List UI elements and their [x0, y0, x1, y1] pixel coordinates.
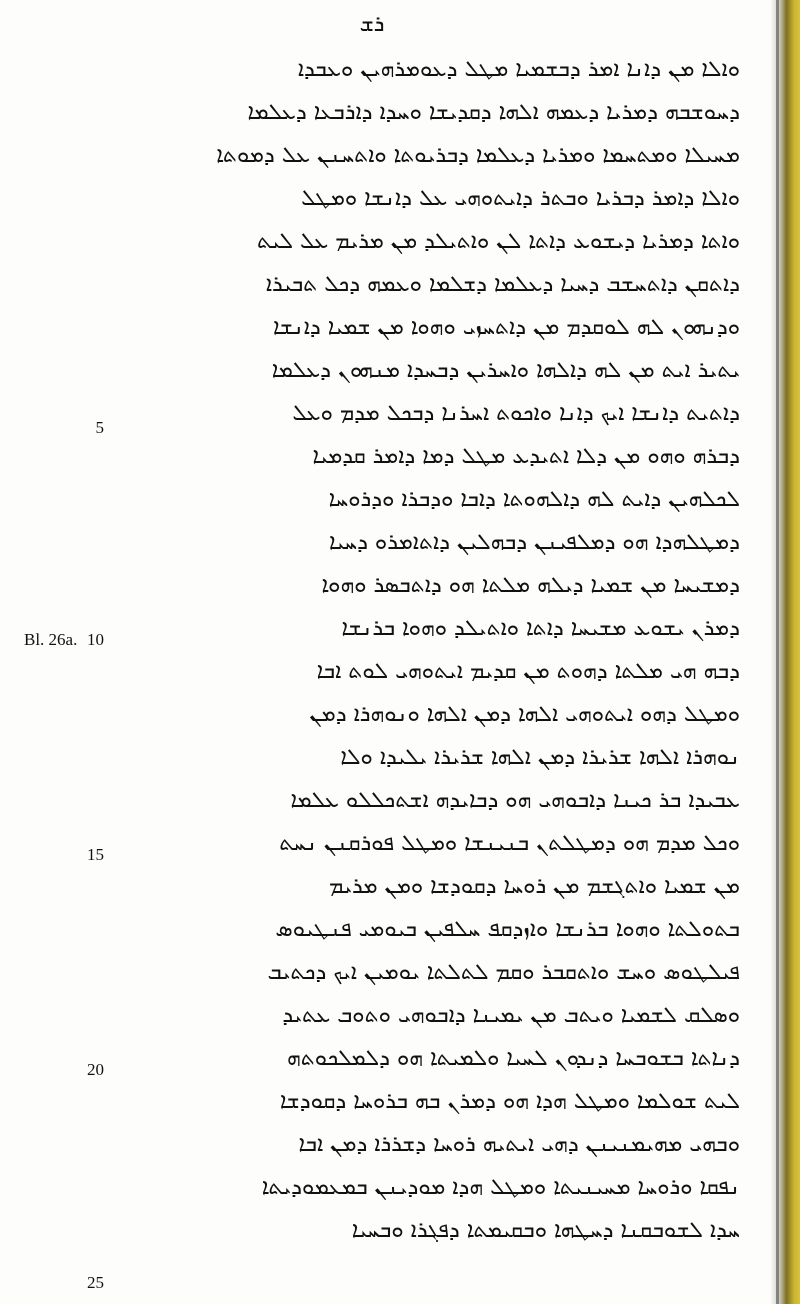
text-line: ܘܐܠܐ ܡܢ ܕܐܢܐ ܐܡܪ ܕܒܫܡܝܐ ܡܛܠ ܕܥܘܡܪܗܝܢ ܘܥܒܕܐ [297, 57, 740, 82]
text-line: ܘܡܛܠ ܕܗܘ ܐܝܬܘܗܝ ܐܠܗܐ ܕܡܢ ܐܠܗܐ ܘܢܘܗܪܐ ܕܡܢ [309, 702, 740, 727]
syriac-text-body [100, 48, 740, 1252]
text-line: ܘܣܠܩ ܠܫܡܝܐ ܘܝܬܒ ܡܢ ܝܡܝܢܐ ܕܐܒܘܗܝ ܘܬܘܒ ܥܬܝܕ [282, 1003, 740, 1028]
text-line: ܕܐܬܩܢ ܕܐܬܚܫܒ ܕܚܝܐ ܕܥܠܡܐ ܕܫܠܡܐ ܘܥܡܗ ܕܟܠ ܬܒܝܪܐ [265, 272, 740, 297]
text-line: ܡܢ ܫܡܝܐ ܘܐܬܓܫܡ ܡܢ ܪܘܚܐ ܕܩܘܕܫܐ ܘܡܢ ܡܪܝܡ [329, 874, 740, 899]
line-number-25: 25 [87, 1273, 104, 1292]
line-number-10: 10 [87, 630, 104, 649]
line-number-20: 20 [87, 1060, 104, 1079]
text-line: ܠܟܠܗܝܢ ܕܐܝܬ ܠܗ ܕܐܠܗܘܬܐ ܕܐܒܐ ܘܕܒܪܐ ܘܕܪܘܚܐ [328, 487, 740, 512]
page-header-glyph: ܪܫ [359, 12, 385, 37]
text-line: ܥܒܝܕܐ ܒܪ ܟܝܢܐ ܕܐܒܘܗܝ ܗܘ ܕܒܐܝܕܗ ܐܫܬܟܠܠܘ ܥܠܡܐ [290, 788, 740, 813]
line-number-5: 5 [95, 418, 104, 437]
text-line: ܕܡܫܝܚܐ ܡܢ ܫܡܝܐ ܕܝܠܗ ܡܠܬܐ ܗܘ ܕܐܬܒܣܪ ܘܗܘܐ [321, 573, 740, 598]
text-line: ܢܘܗܪܐ ܐܠܗܐ ܫܪܝܪܐ ܕܡܢ ܐܠܗܐ ܫܪܝܪܐ ܝܠܝܕܐ ܘܠܐ [340, 745, 740, 770]
text-line: ܕܐܬܝܬ ܕܐܢܫܐ ܐܝܟ ܕܐܢܐ ܘܐܟܘܬ ܐܚܪܢܐ ܕܒܟܠ ܡܕܡ ܘܥܠ [292, 401, 740, 426]
text-line: ܝܬܝܪ ܐܝܬ ܡܢ ܠܗ ܕܐܠܗܐ ܘܐܚܪܝܢ ܕܒܚܕܐ ܡܢܗܘܢ ܕܥܠܡܐ [271, 358, 740, 383]
text-line: ܕܢܐܬܐ ܒܫܘܒܚܐ ܕܢܕܘܢ ܠܚܝܐ ܘܠܡܝܬܐ ܗܘ ܕܠܡܠܟܘܬܗ [287, 1046, 740, 1071]
text-line: ܒܬܘܠܬܐ ܘܗܘܐ ܒܪܢܫܐ ܘܐܙܕܩܦ ܚܠܦܝܢ ܒܝܘܡܝ ܦܢܛܝܘܣ [275, 917, 740, 942]
text-line: ܢܦܩܐ ܘܪܘܚܐ ܡܚܝܢܝܬܐ ܘܡܛܠ ܗܕܐ ܡܘܕܝܢܢ ܒܡܥܡܘܕܝܬܐ [261, 1175, 740, 1200]
line-number-15: 15 [87, 845, 104, 864]
text-line: ܡܚܝܠܐ ܘܡܬܚܡܐ ܘܡܪܝܐ ܕܥܠܡܐ ܕܒܪܝܘܬܐ ܘܐܬܚܢܢ ܥܠ ܕܡܘܬܐ [216, 143, 740, 168]
text-line: ܘܐܠܐ ܕܐܡܪ ܕܒܪܝܐ ܘܒܬܪ ܕܐܝܬܘܗܝ ܥܠ ܕܐܢܫܐ ܘܡܛܠ [301, 186, 740, 211]
text-line: ܕܚܘܫܒܗ ܕܡܪܝܐ ܕܥܡܗ ܐܠܗܐ ܕܩܕܝܫܐ ܘܚܕܐ ܕܐܪܒܥܐ ܕܥܠܡܐ [247, 100, 740, 125]
text-line: ܘܒܗܝ ܡܗܝܡܢܝܢܢ ܕܗܝ ܐܝܬܝܗ ܪܘܚܐ ܕܫܪܪܐ ܕܡܢ ܐܒܐ [298, 1132, 740, 1157]
text-line: ܦܝܠܛܘܣ ܘܚܫ ܘܐܬܩܒܪ ܘܩܡ ܠܬܠܬܐ ܝܘܡܝܢ ܐܝܟ ܕܟܬܝܒ [267, 960, 740, 985]
book-binding-edge [770, 0, 800, 1304]
text-line: ܘܐܬܐ ܕܡܪܝܐ ܕܝܫܘܥ ܕܐܬܐ ܠܢ ܘܐܬܝܠܕ ܡܢ ܡܪܝܡ ܥܠ ܠܝܬ [257, 229, 740, 254]
text-line: ܕܡܛܠܗܕܐ ܗܘ ܕܡܠܦܝܢܢ ܕܒܗܠܝܢ ܕܐܬܐܡܪܘ ܕܚܝܐ [328, 530, 740, 555]
text-line: ܕܒܪܗ ܘܗܘ ܡܢ ܕܠܐ ܐܬܝܕܥ ܡܛܠ ܕܡܐ ܕܐܡܪ ܩܕܡܝܐ [312, 444, 740, 469]
text-line: ܕܡܪܢ ܝܫܘܥ ܡܫܝܚܐ ܕܐܬܐ ܘܐܬܝܠܕ ܘܗܘܐ ܒܪܢܫܐ [341, 616, 740, 641]
text-line: ܠܝܬ ܫܘܠܡܐ ܘܡܛܠ ܗܕܐ ܗܘ ܕܡܪܢ ܒܗ ܒܪܘܚܐ ܕܩܘܕܫܐ [279, 1089, 740, 1114]
text-line: ܕܒܗ ܗܝ ܡܠܬܐ ܕܗܘܬ ܡܢ ܩܕܝܡ ܐܝܬܘܗܝ ܠܘܬ ܐܒܐ [316, 659, 740, 684]
text-line: ܘܕܢܗܘܢ ܠܗ ܠܘܩܕܡ ܡܢ ܕܐܬܚܙܝ ܘܗܘܐ ܡܢ ܫܡܝܐ ܕܐܢܫܐ [272, 315, 740, 340]
text-line: ܘܟܠ ܡܕܡ ܗܘ ܕܡܛܠܬܢ ܒܢܝܢܫܐ ܘܡܛܠ ܦܘܪܩܢܢ ܢܚܬ [279, 831, 740, 856]
text-line: ܚܕܐ ܠܫܘܒܩܢܐ ܕܚܛܗܐ ܘܒܩܝܡܬܐ ܕܦܓܪܐ ܘܒܚܝܐ [351, 1218, 740, 1243]
margin-folio-reference: Bl. 26a. [24, 630, 78, 649]
